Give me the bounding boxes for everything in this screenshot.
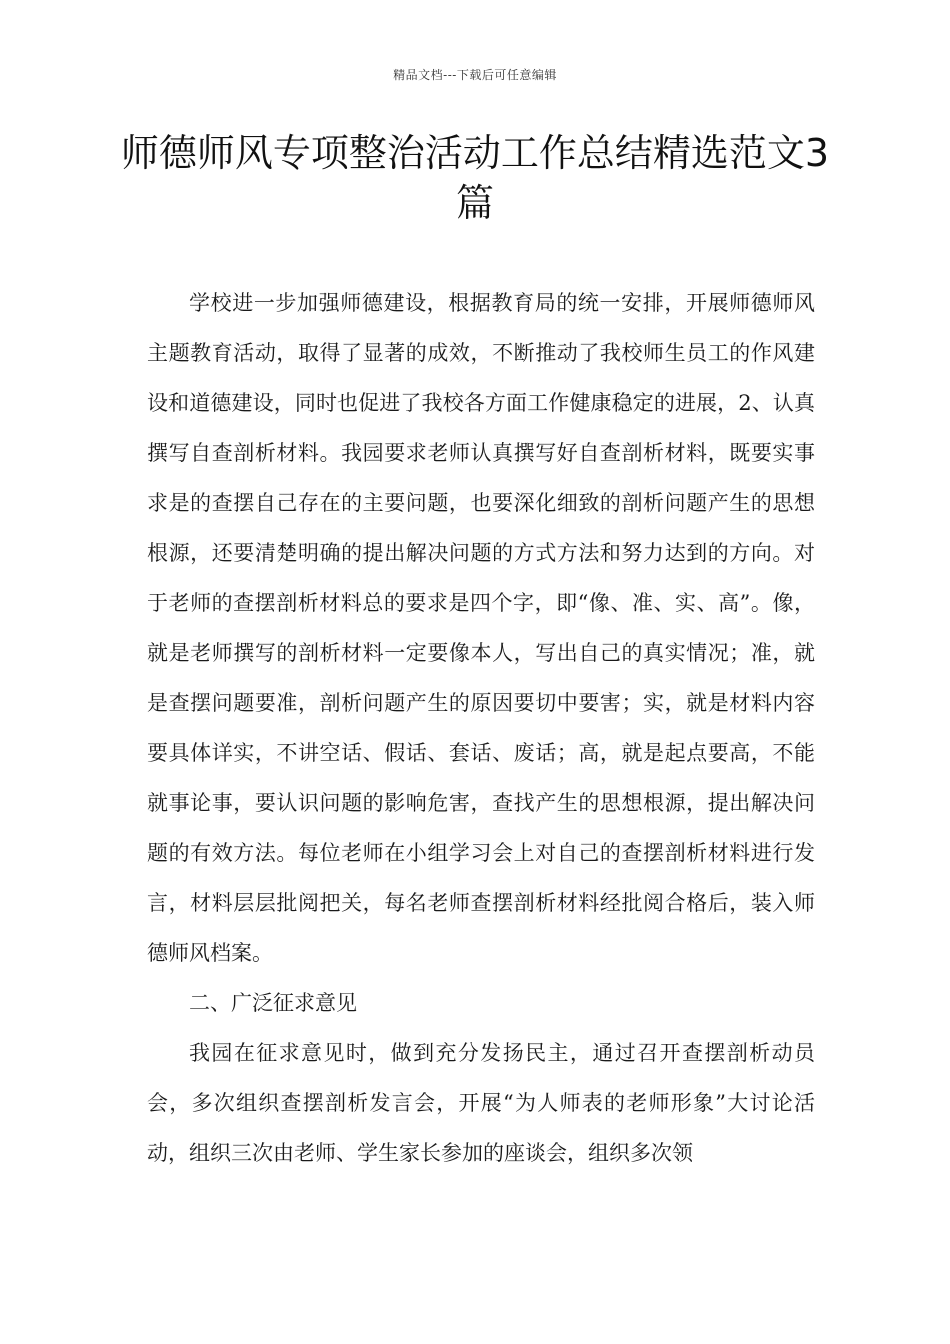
body-paragraph: 学校进一步加强师德建设，根据教育局的统一安排，开展师德师风主题教育活动，取得了显著的成效，不断推动了我校师生员工的作风建设和道德建设，同时也促进了我校各方面工作健康稳定的进展，2、认真撰写自查剖析材料。我园要求老师认真撰写好自查剖析材料，既要实事求是的查摆自己存在的主要问题，也要深化细致的剖析问题产生的思想根源，还要清楚明确的提出解决问题的方式方法和努力达到的方向。对于老师的查摆剖析材料总的要求是四个字，即“像、准、实、高”。像，就是老师撰写的剖析材料一定要像本人，写出自己的真实情况；准，就是查摆问题要准，剖析问题产生的原因要切中要害；实，就是材料内容要具体详实，不讲空话、假话、套话、废话；高，就是起点要高，不能就事论事，要认识问题的影响危害，查找产生的思想根源，提出解决问题的有效方法。每位老师在小组学习会上对自己的查摆剖析材料进行发言，材料层层批阅把关，每名老师查摆剖析材料经批阅合格后，装入师德师风档案。: [147, 291, 815, 965]
body-paragraph: 我园在征求意见时，做到充分发扬民主，通过召开查摆剖析动员会，多次组织查摆剖析发言会，开展“为人师表的老师形象”大讨论活动，组织三次由老师、学生家长参加的座谈会，组织多次领: [147, 1041, 815, 1165]
header-note: 精品文档---下载后可任意编辑: [393, 68, 557, 82]
section-heading: 二、广泛征求意见: [189, 991, 357, 1015]
document-title: 师德师风专项整治活动工作总结精选范文3篇: [120, 131, 830, 225]
document-body: [147, 278, 815, 1178]
